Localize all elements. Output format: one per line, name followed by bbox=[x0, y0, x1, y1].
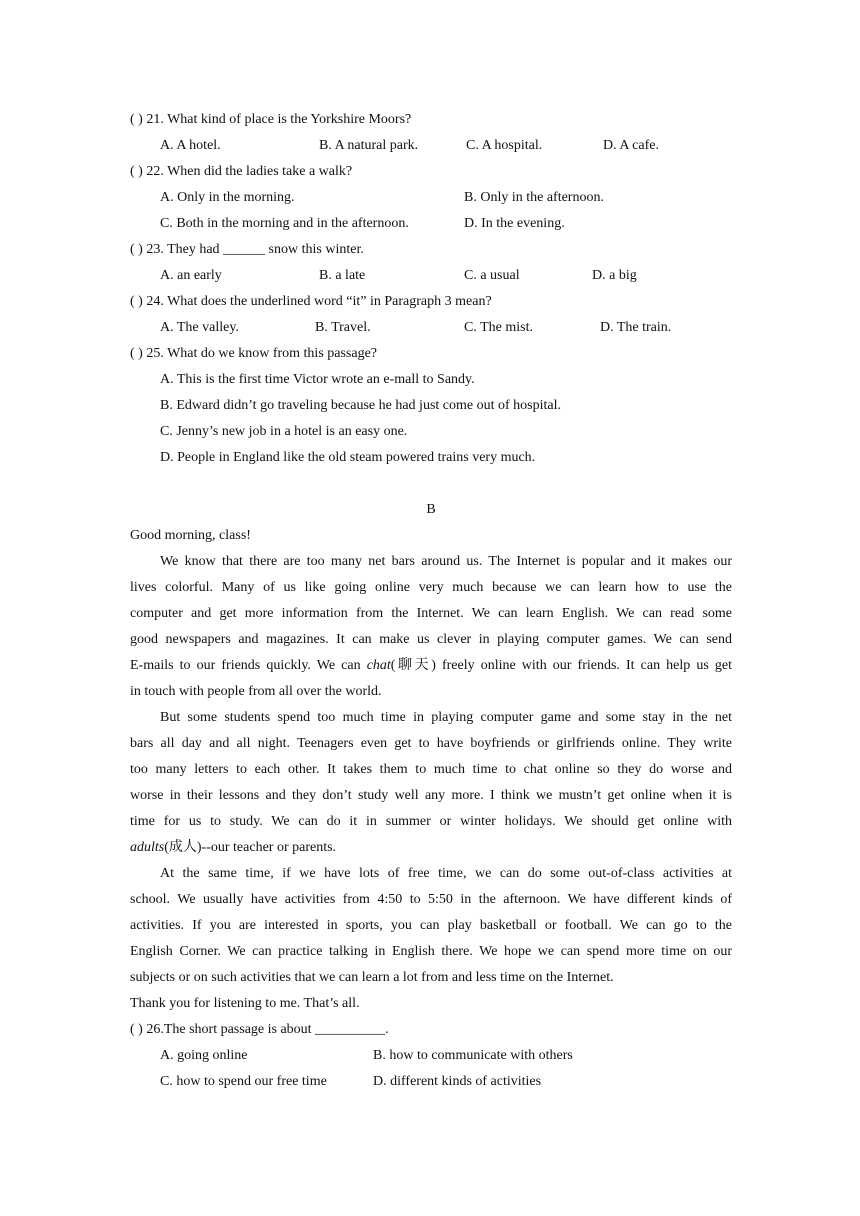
p2-line-6-end: (成人)--our teacher or parents. bbox=[164, 840, 337, 855]
q22-option-c: C. Both in the morning and in the afternoon. bbox=[160, 216, 409, 231]
p2-line-2: bars all day and all night. Teenagers even get to have boyfriends or girlfriends online. They write bbox=[130, 736, 732, 751]
q26-option-b: B. how to communicate with others bbox=[373, 1048, 573, 1063]
q21-option-d: D. A cafe. bbox=[603, 138, 659, 153]
q23-option-d: D. a big bbox=[592, 268, 637, 283]
p2-line-5: time for us to study. We can do it in summer or winter holidays. We should get online with bbox=[130, 814, 732, 829]
question-24: ( ) 24. What does the underlined word “it” in Paragraph 3 mean? bbox=[130, 294, 492, 309]
p2-line-3: too many letters to each other. It takes them to much time to chat online so they do worse and bbox=[130, 762, 732, 777]
question-21: ( ) 21. What kind of place is the Yorkshire Moors? bbox=[130, 112, 412, 127]
q21-option-b: B. A natural park. bbox=[319, 138, 419, 153]
q23-option-b: B. a late bbox=[319, 268, 366, 283]
p1-line-5-end: (聊天) freely online with our friends. It can help us get bbox=[390, 658, 732, 673]
question-25: ( ) 25. What do we know from this passage? bbox=[130, 346, 378, 361]
q25-option-d: D. People in England like the old steam powered trains very much. bbox=[160, 450, 536, 465]
q24-option-b: B. Travel. bbox=[315, 320, 371, 335]
p3-line-5: subjects or on such activities that we can learn a lot from and less time on the Internet. bbox=[130, 970, 614, 985]
word-chat: chat bbox=[366, 658, 391, 673]
q22-option-d: D. In the evening. bbox=[464, 216, 565, 231]
closing: Thank you for listening to me. That’s all. bbox=[130, 996, 360, 1011]
p2-line-4: worse in their lessons and they don’t study well any more. I think we mustn’t get online when it is bbox=[130, 788, 732, 803]
q25-option-c: C. Jenny’s new job in a hotel is an easy one. bbox=[160, 424, 408, 439]
q26-option-d: D. different kinds of activities bbox=[373, 1074, 542, 1089]
p1-line-4: good newspapers and magazines. It can make us clever in playing computer games. We can send bbox=[130, 632, 732, 647]
p1-line-5 bbox=[130, 657, 732, 675]
p2-line-6 bbox=[130, 839, 732, 857]
q23-option-a: A. an early bbox=[160, 268, 222, 283]
q24-option-d: D. The train. bbox=[600, 320, 672, 335]
p2-line-1: But some students spend too much time in playing computer game and some stay in the net bbox=[160, 710, 732, 725]
p3-line-1: At the same time, if we have lots of free time, we can do some out-of-class activities at bbox=[160, 866, 732, 881]
p3-line-2: school. We usually have activities from 4:50 to 5:50 in the afternoon. We have different kinds of bbox=[130, 892, 732, 907]
q26-option-c: C. how to spend our free time bbox=[160, 1074, 327, 1089]
q21-option-c: C. A hospital. bbox=[466, 138, 543, 153]
q23-option-c: C. a usual bbox=[464, 268, 520, 283]
p1-line-5-start: E-mails to our friends quickly. We can bbox=[130, 658, 367, 673]
q22-option-b: B. Only in the afternoon. bbox=[464, 190, 604, 205]
p1-line-2: lives colorful. Many of us like going online very much because we can learn how to use the bbox=[130, 580, 732, 595]
question-23: ( ) 23. They had ______ snow this winter. bbox=[130, 242, 364, 257]
q24-option-c: C. The mist. bbox=[464, 320, 533, 335]
p1-line-6: in touch with people from all over the world. bbox=[130, 684, 382, 699]
q21-option-a: A. A hotel. bbox=[160, 138, 221, 153]
p3-line-4: English Corner. We can practice talking in English there. We hope we can spend more time on our bbox=[130, 944, 732, 959]
p1-line-3: computer and get more information from the Internet. We can learn English. We can read some bbox=[130, 606, 732, 621]
word-adults: adults bbox=[130, 840, 165, 855]
question-26: ( ) 26.The short passage is about __________. bbox=[130, 1022, 389, 1037]
q24-option-a: A. The valley. bbox=[160, 320, 239, 335]
q25-option-a: A. This is the first time Victor wrote an e-mall to Sandy. bbox=[160, 372, 475, 387]
section-heading: B bbox=[426, 502, 436, 517]
p3-line-3: activities. If you are interested in sports, you can play basketball or football. We can go to the bbox=[130, 918, 732, 933]
p1-line-1: We know that there are too many net bars around us. The Internet is popular and it makes our bbox=[160, 554, 732, 569]
q25-option-b: B. Edward didn’t go traveling because he had just come out of hospital. bbox=[160, 398, 561, 413]
q26-option-a: A. going online bbox=[160, 1048, 248, 1063]
greeting: Good morning, class! bbox=[130, 528, 251, 543]
question-22: ( ) 22. When did the ladies take a walk? bbox=[130, 164, 353, 179]
q22-option-a: A. Only in the morning. bbox=[160, 190, 295, 205]
